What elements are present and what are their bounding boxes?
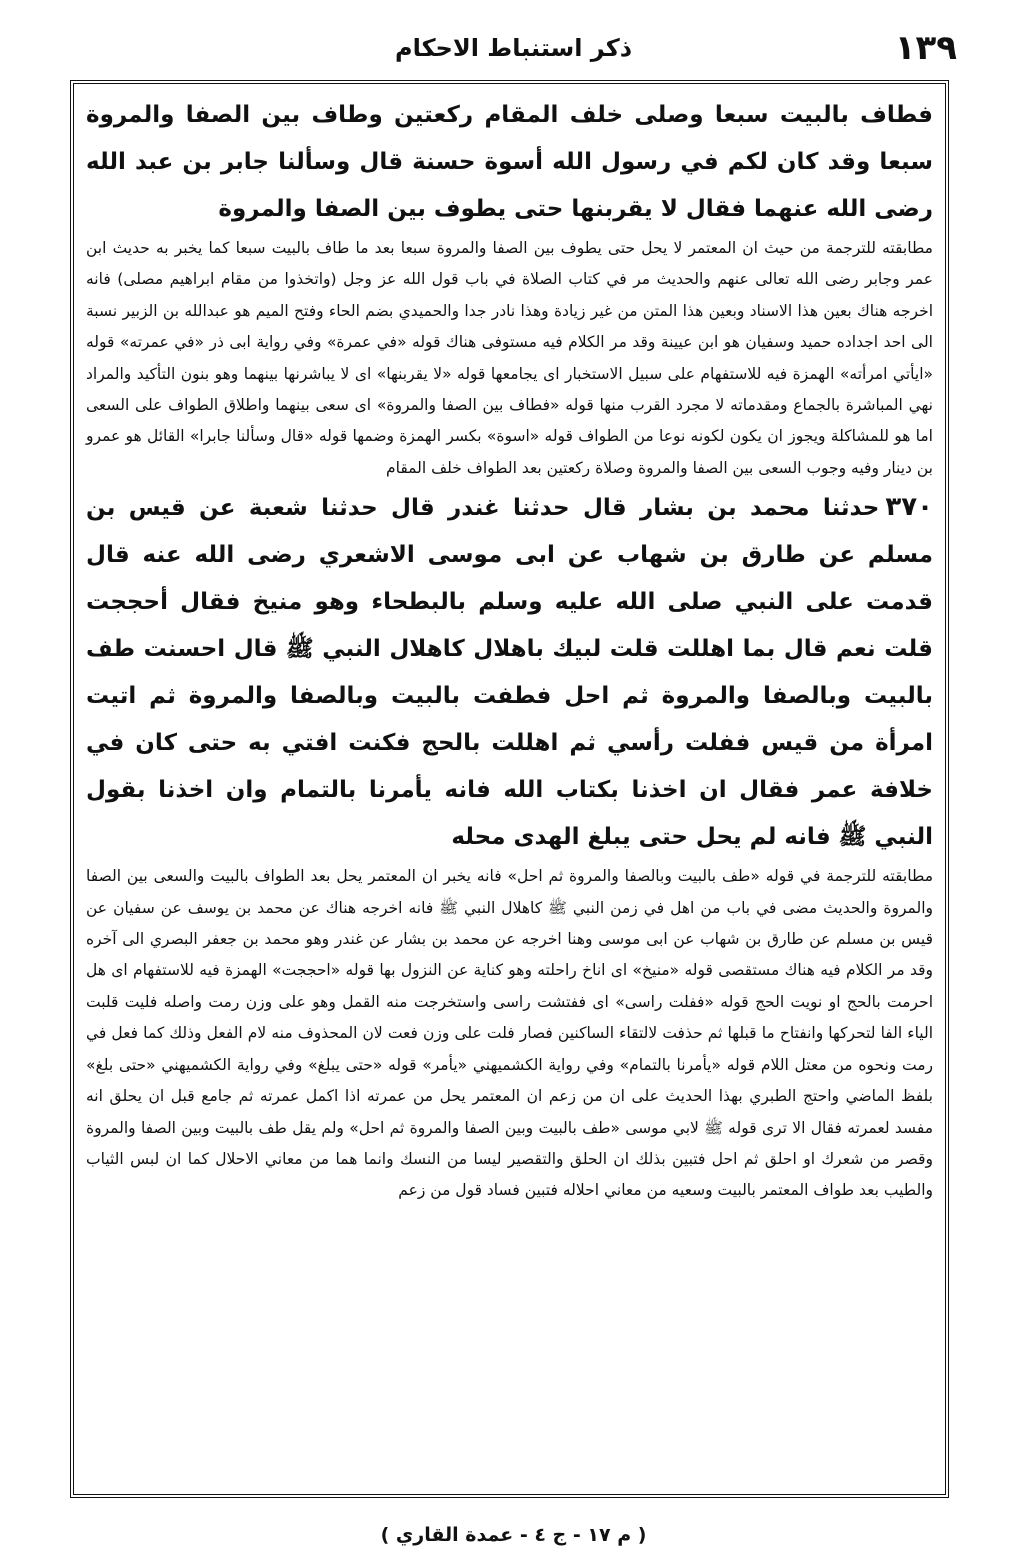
page-header <box>70 28 957 74</box>
running-title: ذكر استنباط الاحكام <box>394 34 633 62</box>
text-frame <box>70 80 949 1498</box>
hadith-block-2 <box>86 484 933 861</box>
commentary-2: مطابقته للترجمة في قوله «طف بالبيت وبالصفا والمروة ثم احل» فانه يخبر ان المعتمر يحل بعد الطواف بالبيت والسعى بين الصفا والمروة والحديث مضى في باب من اهل في زمن النبي ﷺ كاهلال النبي ﷺ فانه اخرجه هناك عن محمد بن يوسف عن سفيان عن قيس بن مسلم عن طارق بن شهاب عن ابى موسى وهنا اخرجه عن محمد بن بشار عن غندر وهو محمد بن جعفر البصري الى آخره وقد مر الكلام فيه هناك مستقصى قوله «منيخ» اى اناخ راحلته وهو كناية عن النزول بها قوله «احججت» الهمزة فيه للاستفهام اى هل احرمت بالحج او نويت الحج قوله «ففلت راسى» اى ففتشت راسى واستخرجت منه القمل وهو على وزن رمت واصله فليت قلبت الياء الفا لتحركها وانفتاح ما قبلها ثم حذفت لالتقاء الساكنين فصار فلت على وزن فعت لان المحذوف منه لام الفعل وذلك كما فعل في رمت ونحوه من معتل اللام قوله «يأمرنا بالتمام» وفي رواية الكشميهني «يأمر» قوله «حتى يبلغ» وفي رواية الكشميهني «حتى بلغ» بلفظ الماضي واحتج الطبري بهذا الحديث على ان من زعم ان المعتمر يحل من عمرته اذا اكمل عمرته ثم جامع قبل ان يحلق انه مفسد لعمرته فقال الا ترى قوله ﷺ لابي موسى «طف بالبيت وبين الصفا والمروة ثم احل» ولم يقل طف بالبيت وبين الصفا والمروة وقصر من شعرك او احلق ثم احل فتبين بذلك ان الحلق والتقصير ليسا من النسك وانما هما من معاني الاحلال كما ان لبس الثياب والطيب بعد طواف المعتمر بالبيت وسعيه من معاني احلاله فتبين فساد قول من زعم <box>86 867 933 1200</box>
hadith-text-1: فطاف بالبيت سبعا وصلى خلف المقام ركعتين وطاف بين الصفا والمروة سبعا وقد كان لكم في رسول الله أسوة حسنة قال وسألنا جابر بن عبد الله رضى الله عنهما فقال لا يقربنها حتى يطوف بين الصفا والمروة <box>86 102 933 222</box>
page-footer: ( م ١٧ - ج ٤ - عمدة القاري ) <box>380 1524 647 1546</box>
commentary-1: مطابقته للترجمة من حيث ان المعتمر لا يحل حتى يطوف بين الصفا والمروة سبعا بعد ما طاف بالبيت سبعا كما يخبر به حديث ابن عمر وجابر رضى الله تعالى عنهم والحديث مر في كتاب الصلاة في باب قول الله عز وجل (واتخذوا من مقام ابراهيم مصلى) فانه اخرجه هناك بعين هذا الاسناد وبعين هذا المتن من غير زيادة وهذا نادر جدا والحميدي بضم الحاء وفتح الميم هو عبدالله بن الزبير نسبة الى احد اجداده حميد وسفيان هو ابن عيينة وقد مر الكلام فيه مستوفى هناك قوله «في عمرة» وفي رواية ابى ذر «في عمرته» قوله «ايأتي امرأته» الهمزة فيه للاستفهام على سبيل الاستخبار اى يجامعها قوله «لا يقربنها» اى لا يباشرنها بينهما وهو بنون التأكيد والمراد نهي المباشرة بالجماع ومقدماته لا مجرد القرب منها قوله «فطاف بين الصفا والمروة» اى سعى بينهما واطلاق الطواف على السعى اما هو للمشاكلة ويجوز ان يكون لكونه نوعا من الطواف قوله «اسوة» بكسر الهمزة وضمها قوله «قال وسألنا جابرا» القائل هو عمرو بن دينار وفيه وجوب السعى بين الصفا والمروة وصلاة ركعتين بعد الطواف خلف المقام <box>86 239 933 477</box>
page-number: ١٣٩ <box>894 28 957 68</box>
hadith-number: ٣٧٠ <box>885 492 933 523</box>
hadith-text-2: حدثنا محمد بن بشار قال حدثنا غندر قال حدثنا شعبة عن قيس بن مسلم عن طارق بن شهاب عن ابى موسى الاشعري رضى الله عنه قال قدمت على النبي صلى الله عليه وسلم بالبطحاء وهو منيخ فقال أحججت قلت نعم قال بما اهللت قلت لبيك باهلال كاهلال النبي ﷺ قال احسنت طف بالبيت وبالصفا والمروة ثم احل فطفت بالبيت وبالصفا والمروة ثم اتيت امرأة من قيس ففلت رأسي ثم اهللت بالحج فكنت افتي به حتى كان في خلافة عمر فقال ان اخذنا بكتاب الله فانه يأمرنا بالتمام وان اخذنا بقول النبي ﷺ فانه لم يحل حتى يبلغ الهدى محله <box>86 495 933 851</box>
